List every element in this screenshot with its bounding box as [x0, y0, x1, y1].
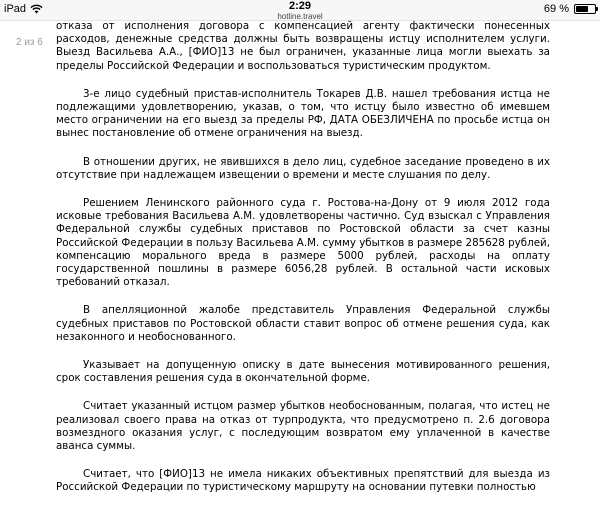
paragraph: 3-е лицо судебный пристав-исполнитель Токарев Д.В. нашел требования истца не подлежащими удовлетворению, указав, о том, что истцу было известно об имевшем место ограничении на его выезд за пределы РФ, ДАТА ОБЕЗЛИЧЕНА по просьбе истца он вынес постановление об отмене ограничения на выезд. — [56, 87, 550, 140]
battery-icon — [574, 4, 596, 14]
status-right — [544, 3, 596, 15]
battery-percent: 69 % — [543, 3, 569, 15]
paragraph: отказа от исполнения договора с компенсацией агенту фактически понесенных расходов, денежные средства должны быть возвращены истцу исполнителем услуги. Выезд Васильева А.А., [ФИО]13 не был ограничен, указанные лица могли выехать за пределы Российской Федерации и воспользоваться туристическим продуктом. — [56, 20, 550, 72]
paragraph: В апелляционной жалобе представитель Управления Федеральной службы судебных приставов по Ростовской области ставит вопрос об отмене решения суда, как незаконного и необоснованного. — [56, 304, 550, 343]
document-body — [56, 20, 550, 510]
battery-level — [576, 6, 588, 12]
device-name: iPad — [4, 3, 27, 15]
status-center — [0, 1, 600, 21]
status-bar — [0, 0, 600, 21]
page-url[interactable]: hotline.travel — [277, 12, 323, 21]
page-counter: 2 из 6 — [16, 37, 43, 48]
clock: 2:29 — [288, 0, 312, 12]
paragraph: Решением Ленинского районного суда г. Ростова-на-Дону от 9 июля 2012 года исковые требования Васильева А.М. удовлетворены частично. Суд взыскал с Управления Федеральной службы судебных приставов по Ростовской области за счет казны Российской Федерации в пользу Васильева А.М. сумму убытков в размере 285628 рублей, компенсацию морального вреда в размере 5000 рублей, расходы на оплату государственной пошлины в размере 6056,28 рублей. В остальной части исковых требований отказал. — [56, 197, 550, 289]
paragraph: В отношении других, не явившихся в дело лиц, судебное заседание проведено в их отсутствие при надлежащем извещении о времени и месте слушания по делу. — [56, 155, 550, 181]
paragraph: Считает указанный истцом размер убытков необоснованным, полагая, что истец не реализовал своего права на отказ от турпродукта, что предусмотрено п. 2.6 договора возмездного оказания услуг, с последующим возвратом ему уплаченной в качестве аванса суммы. — [56, 400, 550, 453]
paragraph: Указывает на допущенную описку в дате вынесения мотивированного решения, срок составления решения суда в окончательной форме. — [56, 359, 550, 385]
paragraph: Считает, что [ФИО]13 не имела никаких объективных препятствий для выезда из Российской Федерации по туристическому маршруту на основании путевки полностью — [56, 468, 550, 494]
